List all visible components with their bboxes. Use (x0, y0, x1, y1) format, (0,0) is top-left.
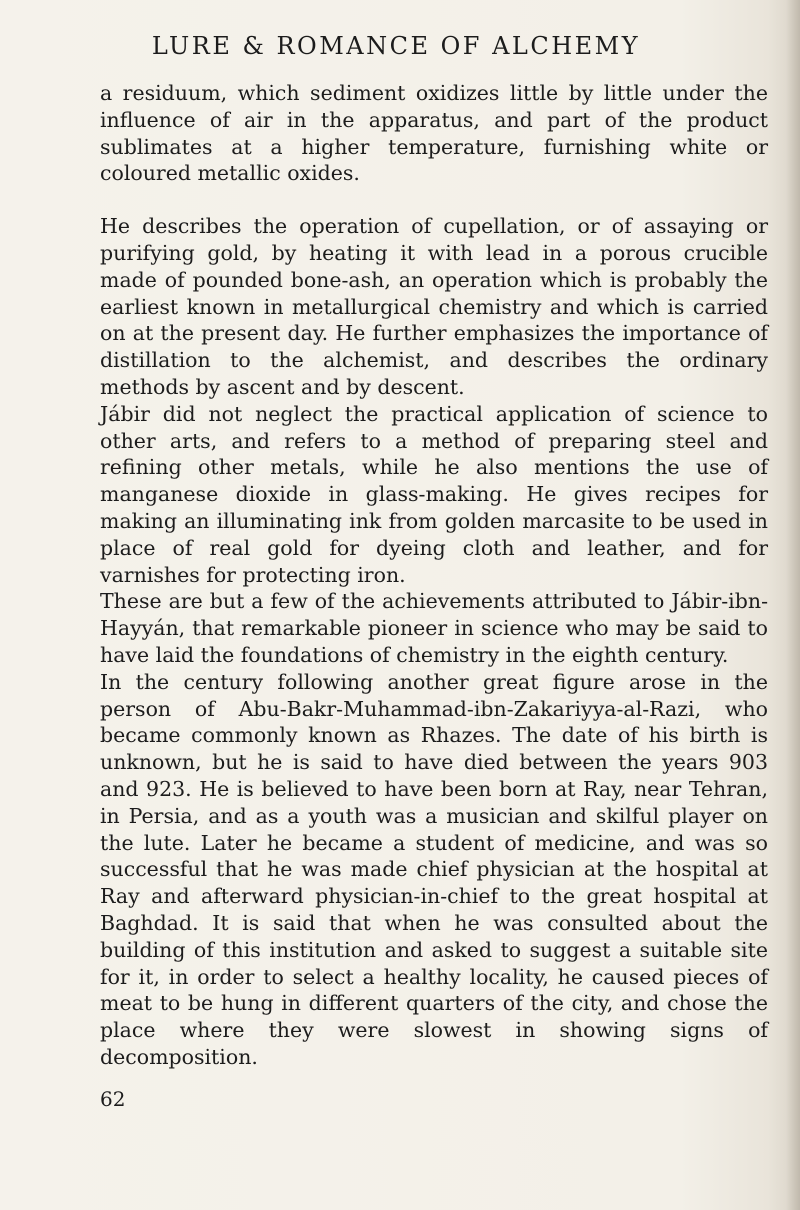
paragraph: He describes the operation of cupellation, or of assaying or purifying gold, by heating it with lead in a porous crucible made of pounded bone-ash, an operation which is probably the earliest known in metallurgical chemistry and which is carried on at the present day. He further emphasizes the importance of distillation to the alchemist, and describes the ordinary methods by ascent and by descent. (100, 214, 768, 399)
paragraph-gap (100, 187, 768, 213)
paragraph: These are but a few of the achievements attributed to Jábir-ibn-Hayyán, that remarkable pioneer in science who may be said to have laid the foundations of chemistry in the eighth century. (100, 589, 768, 667)
page-edge-shadow (786, 0, 800, 1210)
paragraph-continued: a residuum, which sediment oxidizes little by little under the influence of air in the apparatus, and part of the product sublimates at a higher temperature, furnishing white or coloured metallic oxides. (100, 81, 768, 186)
running-head: LURE & ROMANCE OF ALCHEMY (151, 32, 641, 60)
paragraph: Jábir did not neglect the practical application of science to other arts, and refers to a method of preparing steel and refining other metals, while he also mentions the use of manganese dioxide in glass-making. He gives recipes for making an illuminating ink from golden marcasite to be used in place of real gold for dyeing cloth and leather, and for varnishes for protecting iron. (100, 401, 768, 587)
body-text (100, 80, 768, 1071)
page-number: 62 (100, 1087, 126, 1111)
paragraph: In the century following another great figure arose in the person of Abu-Bakr-Muhammad-ibn-Zakariyya-al-Razi, who became commonly known as Rhazes. The date of his birth is unknown, but he is said to have died between the years 903 and 923. He is believed to have been born at Ray, near Tehran, in Persia, and as a youth was a musician and skilful player on the lute. Later he became a student of medicine, and was so successful that he was made chief physician at the hospital at Ray and afterward physician-in-chief to the great hospital at Baghdad. It is said that when he was consulted about the building of this institution and asked to suggest a suitable site for it, in order to select a healthy locality, he caused pieces of meat to be hung in different quarters of the city, and chose the place where they were slowest in showing signs of decomposition. (100, 669, 768, 1069)
